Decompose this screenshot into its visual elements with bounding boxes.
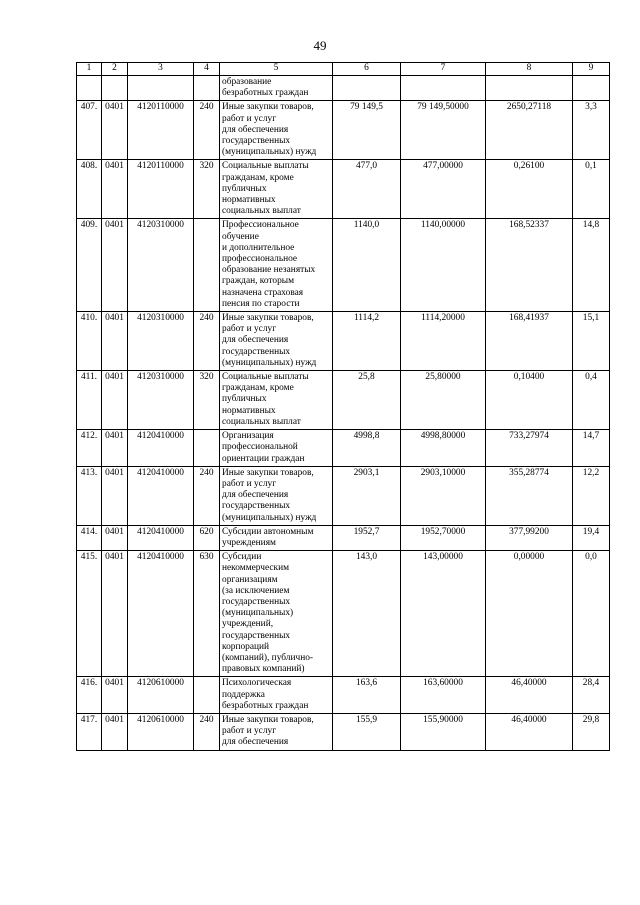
item-name-line: Иные закупки товаров, [222, 714, 314, 725]
table-row [77, 219, 610, 312]
item-name [220, 219, 333, 312]
execution-percent: 0,0 [573, 551, 610, 677]
expense-type-code [194, 677, 220, 714]
item-name-line: социальных выплат [222, 206, 301, 217]
execution-percent: 29,8 [573, 713, 610, 750]
item-name-line: поддержка [222, 689, 265, 700]
row-number [77, 76, 102, 101]
item-name-line: работ и услуг [222, 478, 277, 489]
item-name-line: Социальные выплаты [222, 372, 309, 383]
item-name-line: для обеспечения [222, 335, 289, 346]
item-name-line: пенсия по старости [222, 298, 300, 309]
item-name-line: (за исключением [222, 585, 290, 596]
execution-percent: 14,7 [573, 430, 610, 467]
section-code: 0401 [102, 430, 128, 467]
target-article-code: 4120310000 [128, 219, 194, 312]
expense-type-code [194, 219, 220, 312]
item-name-line: работ и услуг [222, 726, 277, 737]
executed-amount: 0,00000 [486, 551, 573, 677]
plan-amount: 1140,0 [333, 219, 401, 312]
section-code: 0401 [102, 371, 128, 430]
item-name-line: нормативных [222, 195, 276, 206]
expense-type-code: 240 [194, 713, 220, 750]
execution-percent [573, 76, 610, 101]
item-name-line: (муниципальных) [222, 608, 294, 619]
item-name-line: для обеспечения [222, 490, 289, 501]
item-name-line: Профессиональное [222, 220, 299, 231]
item-name-line: назначена страховая [222, 287, 304, 298]
item-name-line: социальных выплат [222, 416, 301, 427]
item-name-line: Иные закупки товаров, [222, 467, 314, 478]
section-code: 0401 [102, 551, 128, 677]
executed-amount: 0,10400 [486, 371, 573, 430]
execution-percent: 0,1 [573, 160, 610, 219]
header-col-4: 4 [194, 63, 220, 76]
expense-type-code: 240 [194, 101, 220, 160]
plan-amount: 1114,2 [333, 312, 401, 371]
target-article-code: 4120310000 [128, 312, 194, 371]
item-name-line: ориентации граждан [222, 453, 305, 464]
target-article-code: 4120410000 [128, 551, 194, 677]
plan-amount [333, 76, 401, 101]
executed-amount: 0,26100 [486, 160, 573, 219]
expense-type-code: 320 [194, 160, 220, 219]
execution-percent: 0,4 [573, 371, 610, 430]
target-article-code: 4120410000 [128, 430, 194, 467]
item-name [220, 371, 333, 430]
table-body [77, 76, 610, 751]
executed-amount: 46,40000 [486, 713, 573, 750]
table-row [77, 525, 610, 550]
row-number: 414. [77, 525, 102, 550]
item-name-line: нормативных [222, 405, 276, 416]
item-name [220, 430, 333, 467]
item-name-line: государственных [222, 630, 291, 641]
section-code [102, 76, 128, 101]
expense-type-code: 630 [194, 551, 220, 677]
plan-amount-precise: 1114,20000 [401, 312, 486, 371]
header-col-7: 7 [401, 63, 486, 76]
section-code: 0401 [102, 312, 128, 371]
plan-amount: 79 149,5 [333, 101, 401, 160]
plan-amount: 2903,1 [333, 466, 401, 525]
budget-table [76, 62, 610, 751]
expense-type-code: 240 [194, 312, 220, 371]
item-name [220, 101, 333, 160]
item-name [220, 76, 333, 101]
execution-percent: 14,8 [573, 219, 610, 312]
item-name-line: работ и услуг [222, 324, 277, 335]
item-name-line: публичных [222, 183, 267, 194]
plan-amount-precise: 163,60000 [401, 677, 486, 714]
expense-type-code: 320 [194, 371, 220, 430]
table-row [77, 713, 610, 750]
item-name-line: работ и услуг [222, 113, 277, 124]
target-article-code: 4120410000 [128, 466, 194, 525]
item-name-line: (компаний), публично- [222, 652, 314, 663]
header-col-5: 5 [220, 63, 333, 76]
item-name-line: государственных [222, 501, 291, 512]
table-row [77, 551, 610, 677]
item-name-line: безработных граждан [222, 700, 309, 711]
item-name-line: (муниципальных) нужд [222, 512, 317, 523]
header-col-8: 8 [486, 63, 573, 76]
item-name-line: государственных [222, 346, 291, 357]
item-name-line: граждан, которым [222, 276, 295, 287]
section-code: 0401 [102, 525, 128, 550]
row-number: 413. [77, 466, 102, 525]
plan-amount: 143,0 [333, 551, 401, 677]
plan-amount-precise: 2903,10000 [401, 466, 486, 525]
plan-amount-precise: 1140,00000 [401, 219, 486, 312]
row-number: 411. [77, 371, 102, 430]
item-name-line: профессиональной [222, 442, 298, 453]
item-name-line: корпораций [222, 641, 270, 652]
executed-amount [486, 76, 573, 101]
item-name [220, 677, 333, 714]
item-name-line: учреждений, [222, 619, 274, 630]
executed-amount: 168,41937 [486, 312, 573, 371]
item-name [220, 713, 333, 750]
item-name-line: образование незанятых [222, 265, 316, 276]
item-name-line: организациям [222, 574, 278, 585]
item-name-line: безработных граждан [222, 88, 309, 99]
plan-amount: 25,8 [333, 371, 401, 430]
item-name-line: Иные закупки товаров, [222, 102, 314, 113]
table-row [77, 312, 610, 371]
item-name-line: профессиональное [222, 254, 298, 265]
executed-amount: 46,40000 [486, 677, 573, 714]
item-name-line: Социальные выплаты [222, 161, 309, 172]
target-article-code: 4120410000 [128, 525, 194, 550]
plan-amount-precise: 477,00000 [401, 160, 486, 219]
target-article-code [128, 76, 194, 101]
table-row [77, 466, 610, 525]
item-name [220, 466, 333, 525]
row-number: 416. [77, 677, 102, 714]
section-code: 0401 [102, 677, 128, 714]
section-code: 0401 [102, 160, 128, 219]
page-number: 49 [313, 38, 327, 53]
plan-amount-precise: 155,90000 [401, 713, 486, 750]
execution-percent: 15,1 [573, 312, 610, 371]
item-name-line: гражданам, кроме [222, 172, 294, 183]
table-header [77, 63, 610, 76]
header-col-2: 2 [102, 63, 128, 76]
plan-amount: 155,9 [333, 713, 401, 750]
item-name-line: Субсидии [222, 552, 262, 563]
item-name-line: некоммерческим [222, 563, 290, 574]
target-article-code: 4120110000 [128, 160, 194, 219]
table-row [77, 430, 610, 467]
executed-amount: 168,52337 [486, 219, 573, 312]
target-article-code: 4120310000 [128, 371, 194, 430]
row-number: 408. [77, 160, 102, 219]
table-row [77, 371, 610, 430]
plan-amount-precise: 143,00000 [401, 551, 486, 677]
target-article-code: 4120110000 [128, 101, 194, 160]
row-number: 412. [77, 430, 102, 467]
plan-amount-precise: 1952,70000 [401, 525, 486, 550]
plan-amount-precise [401, 76, 486, 101]
item-name [220, 525, 333, 550]
target-article-code: 4120610000 [128, 677, 194, 714]
expense-type-code [194, 76, 220, 101]
table-row [77, 160, 610, 219]
plan-amount: 477,0 [333, 160, 401, 219]
plan-amount: 163,6 [333, 677, 401, 714]
execution-percent: 3,3 [573, 101, 610, 160]
item-name-line: для обеспечения [222, 737, 289, 748]
expense-type-code: 240 [194, 466, 220, 525]
table-row [77, 76, 610, 101]
executed-amount: 2650,27118 [486, 101, 573, 160]
header-col-6: 6 [333, 63, 401, 76]
target-article-code: 4120610000 [128, 713, 194, 750]
item-name [220, 551, 333, 677]
executed-amount: 377,99200 [486, 525, 573, 550]
section-code: 0401 [102, 713, 128, 750]
row-number: 410. [77, 312, 102, 371]
section-code: 0401 [102, 466, 128, 525]
executed-amount: 733,27974 [486, 430, 573, 467]
header-col-3: 3 [128, 63, 194, 76]
header-row [77, 63, 610, 76]
expense-type-code [194, 430, 220, 467]
item-name [220, 312, 333, 371]
item-name-line: учреждениям [222, 537, 276, 548]
row-number: 415. [77, 551, 102, 677]
section-code: 0401 [102, 219, 128, 312]
row-number: 407. [77, 101, 102, 160]
item-name-line: Субсидии автономным [222, 526, 314, 537]
item-name-line: государственных [222, 596, 291, 607]
plan-amount: 1952,7 [333, 525, 401, 550]
plan-amount-precise: 4998,80000 [401, 430, 486, 467]
execution-percent: 12,2 [573, 466, 610, 525]
item-name-line: публичных [222, 394, 267, 405]
row-number: 417. [77, 713, 102, 750]
executed-amount: 355,28774 [486, 466, 573, 525]
item-name-line: гражданам, кроме [222, 383, 294, 394]
item-name-line: Психологическая [222, 678, 292, 689]
plan-amount-precise: 25,80000 [401, 371, 486, 430]
execution-percent: 19,4 [573, 525, 610, 550]
plan-amount-precise: 79 149,50000 [401, 101, 486, 160]
table-row [77, 677, 610, 714]
item-name [220, 160, 333, 219]
section-code: 0401 [102, 101, 128, 160]
item-name-line: правовых компаний) [222, 664, 305, 675]
plan-amount: 4998,8 [333, 430, 401, 467]
item-name-line: Организация [222, 431, 274, 442]
item-name-line: Иные закупки товаров, [222, 313, 314, 324]
expense-type-code: 620 [194, 525, 220, 550]
item-name-line: (муниципальных) нужд [222, 357, 317, 368]
item-name-line: образование [222, 77, 272, 87]
header-col-9: 9 [573, 63, 610, 76]
header-col-1: 1 [77, 63, 102, 76]
row-number: 409. [77, 219, 102, 312]
item-name-line: (муниципальных) нужд [222, 147, 317, 158]
item-name-line: обучение [222, 231, 259, 242]
execution-percent: 28,4 [573, 677, 610, 714]
item-name-line: и дополнительное [222, 242, 295, 253]
table-row [77, 101, 610, 160]
item-name-line: для обеспечения [222, 124, 289, 135]
item-name-line: государственных [222, 136, 291, 147]
